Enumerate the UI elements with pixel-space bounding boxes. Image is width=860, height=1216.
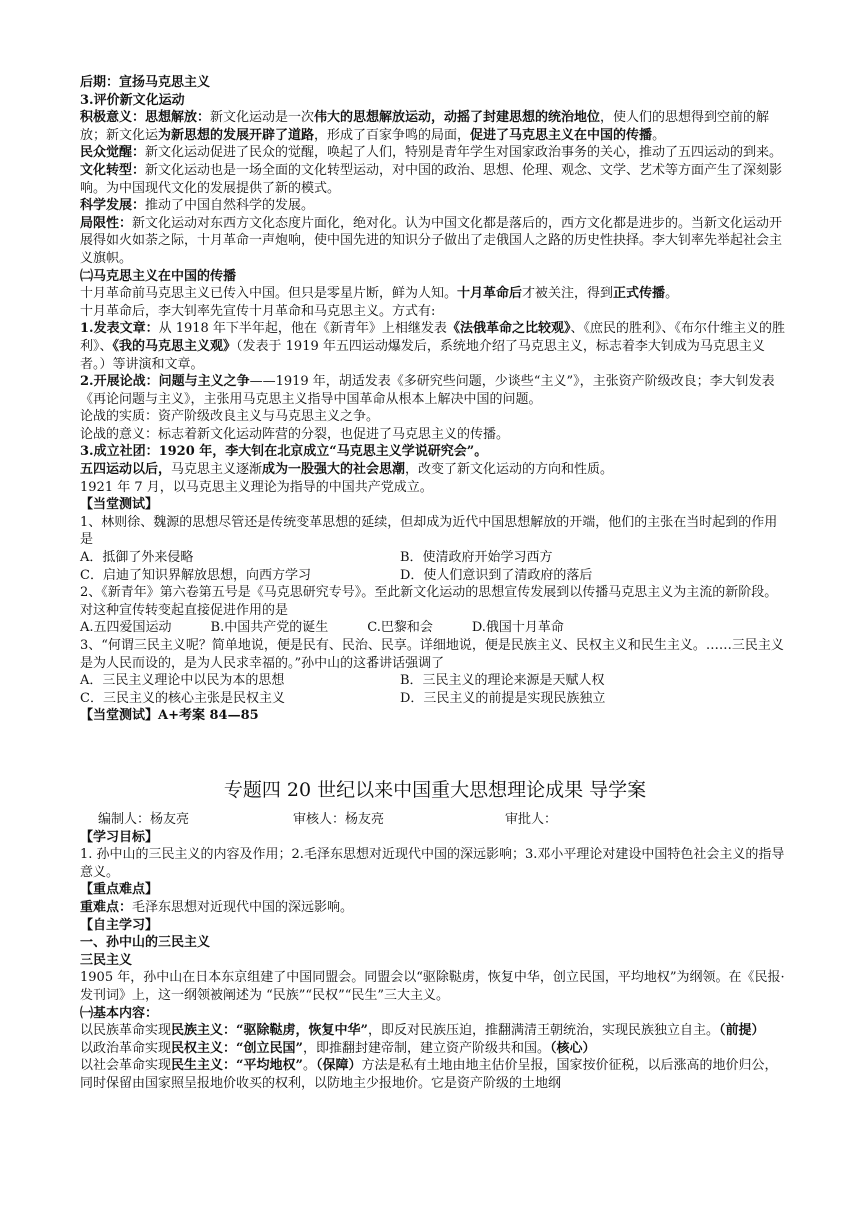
quiz-footer: 【当堂测试】A+考案 84—85 <box>80 708 259 724</box>
quiz-3-option-b: B．三民主义的理论来源是天赋人权 <box>400 673 605 689</box>
goals-text: 1. 孙中山的三民主义的内容及作用；2.毛泽东思想对近现代中国的深远影响；3.邓小平理论对建设中国特色社会主义的指导意义。 <box>80 847 785 880</box>
method-society: 3.成立社团：1920 年，李大钊在北京成立“马克思主义学说研究会”。 <box>80 444 488 460</box>
quiz-heading: 【当堂测试】 <box>80 497 159 513</box>
goals-heading: 【学习目标】 <box>80 829 159 845</box>
quiz-question-3: 3、“何谓三民主义呢？简单地说，便是民有、民治、民享。详细地说，便是民族主义、民权主义和民生主义。……三民主义是为人民而设的，是为人民求幸福的。”孙中山的这番讲话强调了 <box>80 638 784 671</box>
livelihood-paragraph: 以社会革命实现民生主义：“平均地权”。（保障）方法是私有土地由地主估价呈报，国家按价征税，以后涨高的地价归公，同时保留由国家照呈报地价收买的权利，以防地主少报地价。它是资产阶级的土地纲 <box>80 1058 778 1091</box>
quiz-question-1: 1、林则徐、魏源的思想尽管还是传统变革思想的延续，但却成为近代中国思想解放的开端，他们的主张在当时起到的作用是 <box>80 514 778 548</box>
positive-significance-paragraph: 积极意义：思想解放：新文化运动是一次伟大的思想解放运动，动摇了封建思想的统治地位，使人们的思想得到空前的解放；新文化运为新思想的发展开辟了道路，形成了百家争鸣的局面，促进了马克思主义在中国的传播。 <box>80 110 770 143</box>
quiz-1-options-row-2 <box>80 567 790 585</box>
spread-methods-intro: 十月革命后，李大钊率先宣传十月革命和马克思主义。方式有: <box>80 303 436 319</box>
section-heading-evaluate: 3.评价新文化运动 <box>80 92 185 108</box>
democracy-paragraph: 以政治革命实现民权主义：“创立民国”，即推翻封建帝制，建立资产阶级共和国。（核心） <box>80 1040 596 1056</box>
basic-content-heading: ㈠基本内容： <box>80 1005 159 1021</box>
method-debate: 2.开展论战：问题与主义之争——1919 年，胡适发表《多研究些问题，少谈些“主义”》，主张资产阶级改良；李大钊发表《再论问题与主义》，主张用马克思主义指导中国革命从根本上解决中国的问题。 <box>80 374 775 407</box>
section-heading-marxism-spread: ㈡马克思主义在中国的传播 <box>80 268 237 284</box>
limitations-paragraph: 局限性：新文化运动对东西方文化态度片面化，绝对化。认为中国文化都是落后的，西方文化都是进步的。当新文化运动开展得如火如荼之际，十月革命一声炮响，使中国先进的知识分子做出了走俄国人之路的历史性抉择。李大钊率先举起社会主义旗帜。 <box>80 215 783 266</box>
method-publish-articles: 1.发表文章：从 1918 年下半年起，他在《新青年》上相继发表《法俄革命之比较观》、《庶民的胜利》、《布尔什维主义的胜利》、《我的马克思主义观》（发表于 1919 年五四运动爆发后，系统地介绍了马克思主义，标志着李大钊成为马克思主义者。）等讲演和文章。 <box>80 321 785 372</box>
quiz-1-option-d: D．使人们意识到了清政府的落后 <box>400 567 593 583</box>
self-study-heading: 【自主学习】 <box>80 917 159 933</box>
quiz-3-option-d: D．三民主义的前提是实现民族独立 <box>400 690 606 706</box>
quiz-question-2: 2、《新青年》第六卷第五号是《马克思研究专号》。至此新文化运动的思想宣传发展到以传播马克思主义为主流的新阶段。对这种宣传转变起直接促进作用的是 <box>80 585 778 618</box>
quiz-3-options-row-1 <box>80 672 790 690</box>
quiz-1-option-b: B．使清政府开始学习西方 <box>400 550 553 566</box>
sun-heading: 一、孙中山的三民主义 <box>80 935 211 951</box>
cpc-founding-line: 1921 年 7 月，以马克思主义理论为指导的中国共产党成立。 <box>80 479 433 495</box>
quiz-1-option-a: A．抵御了外来侵略 <box>80 550 194 566</box>
tongmenghui-paragraph: 1905 年，孙中山在日本东京组建了中国同盟会。同盟会以“驱除鞑虏，恢复中华，创立民国，平均地权”为纲领。在《民报·发刊词》上，这一纲领被阐述为 “民族”“民权”“民生”三大主义。 <box>80 970 785 1003</box>
staff-approver: 审批人： <box>505 811 558 827</box>
science-paragraph: 科学发展：推动了中国自然科学的发展。 <box>80 198 315 214</box>
three-principles-heading: 三民主义 <box>80 952 133 968</box>
quiz-1-options-row-1 <box>80 549 790 567</box>
after-may-fourth-paragraph: 五四运动以后，马克思主义逐渐成为一股强大的社会思潮，改变了新文化运动的方向和性质。 <box>80 462 614 478</box>
culture-paragraph: 文化转型：新文化运动也是一场全面的文化转型运动，对中国的政治、思想、伦理、观念、文学、艺术等方面产生了深刻影响。为中国现代文化的发展提供了新的模式。 <box>80 162 783 196</box>
debate-essence: 论战的实质：资产阶级改良主义与马克思主义之争。 <box>80 409 380 425</box>
awakening-paragraph: 民众觉醒：新文化运动促进了民众的觉醒，唤起了人们，特别是青年学生对国家政治事务的关心，推动了五四运动的到来。 <box>80 145 783 161</box>
quiz-3-option-c: C．三民主义的核心主张是民权主义 <box>80 690 285 706</box>
staff-editor: 编制人：杨友亮 <box>98 811 190 827</box>
key-points-heading: 【重点难点】 <box>80 882 159 898</box>
quiz-1-option-c: C．启迪了知识界解放思想，向西方学习 <box>80 567 311 583</box>
debate-meaning: 论战的意义：标志着新文化运动阵营的分裂，也促进了马克思主义的传播。 <box>80 426 510 442</box>
section-gap <box>80 725 790 777</box>
nationalism-paragraph: 以民族革命实现民族主义：“驱除鞑虏，恢复中华”，即反对民族压迫，推翻满清王朝统治，实现民族独立自主。（前提） <box>80 1023 765 1039</box>
spread-paragraph: 十月革命前马克思主义已传入中国。但只是零星片断，鲜为人知。十月革命后才被关注，得到正式传播。 <box>80 286 679 302</box>
staff-line <box>80 811 790 829</box>
quiz-3-option-a: A．三民主义理论中以民为本的思想 <box>80 673 285 689</box>
staff-reviewer: 审核人：杨友亮 <box>293 811 385 827</box>
key-points-text: 重难点：毛泽东思想对近现代中国的深远影响。 <box>80 899 354 915</box>
quiz-3-options-row-2 <box>80 690 790 708</box>
guide-title: 专题四 20 世纪以来中国重大思想理论成果 导学案 <box>223 778 647 801</box>
quiz-2-options: A.五四爱国运动 B.中国共产党的诞生 C.巴黎和会 D.俄国十月革命 <box>80 620 564 636</box>
later-period-line: 后期：宣扬马克思主义 <box>80 75 211 90</box>
